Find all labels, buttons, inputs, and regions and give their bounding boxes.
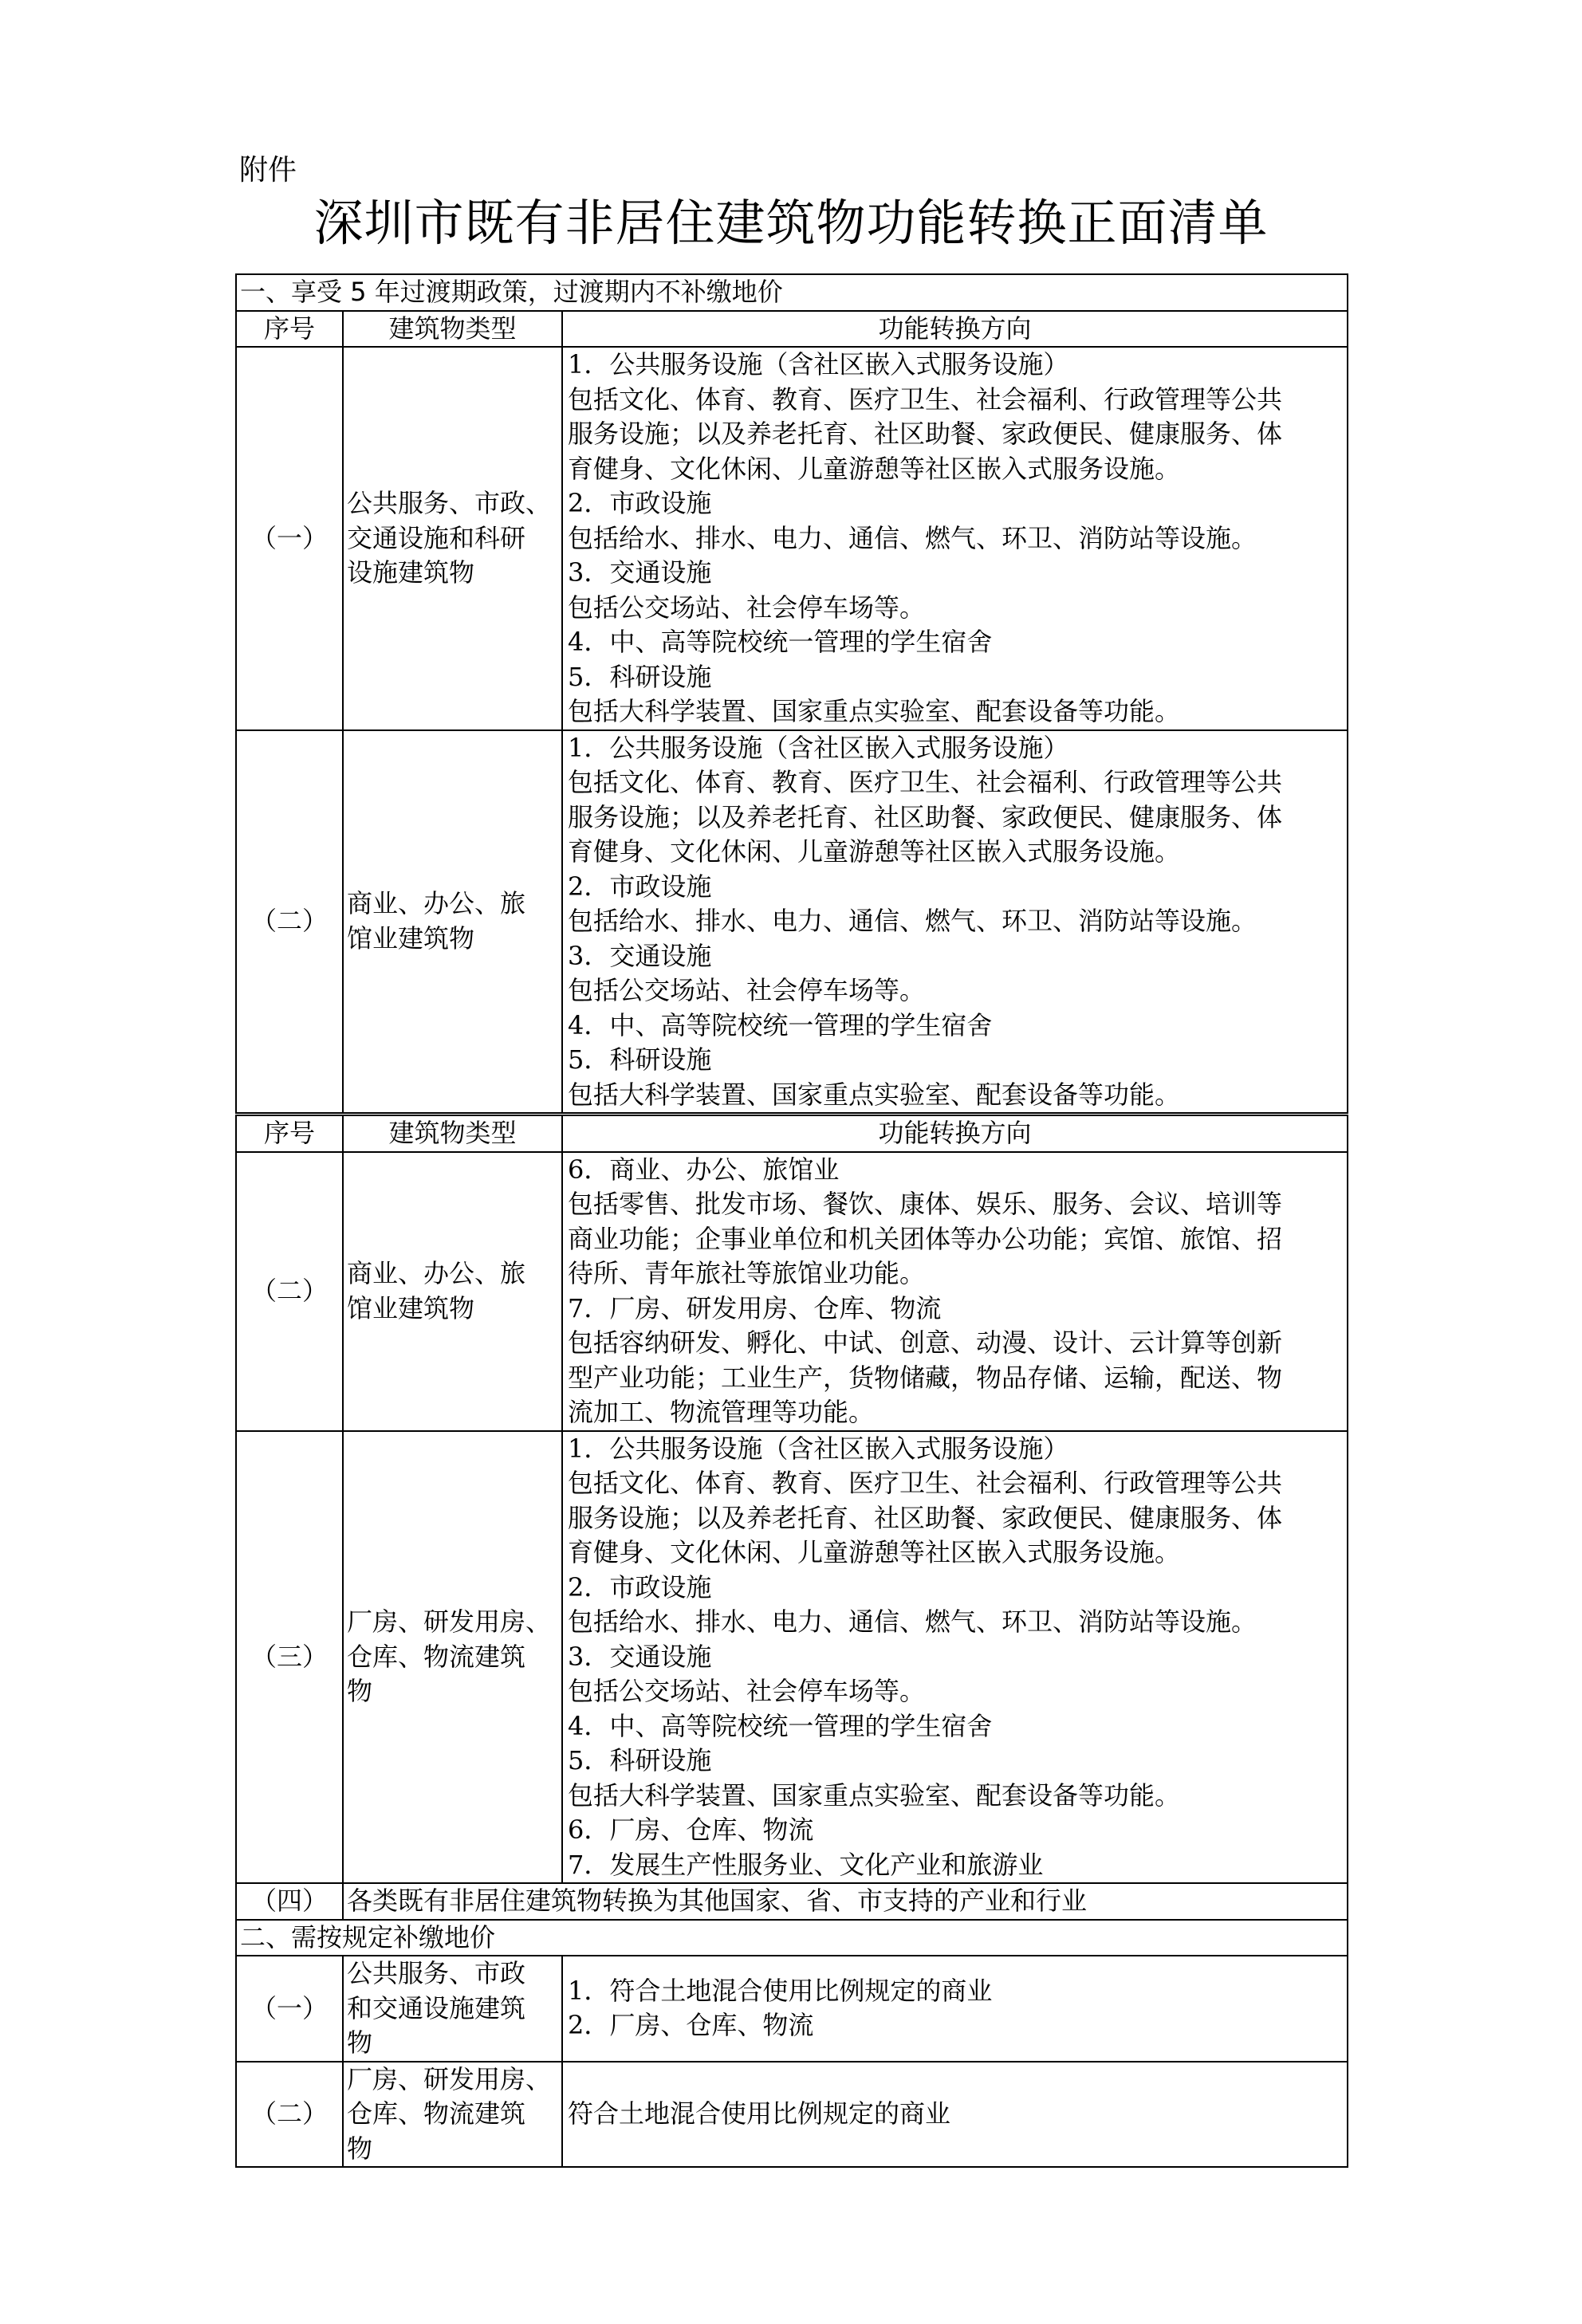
function-line: 1．公共服务设施（含社区嵌入式服务设施） [568,732,1069,763]
row-building-type [343,1431,562,1884]
type-line: 馆业建筑物 [347,922,475,954]
function-line: 包括公交场站、社会停车场等。 [568,1676,926,1706]
row-seq: （二） [236,2062,343,2168]
function-line: 包括大科学装置、国家重点实验室、配套设备等功能。 [568,1779,1181,1811]
positive-list-table [235,273,1348,2168]
type-line: 仓库、物流建筑 [347,1641,526,1672]
section-1-title: 一、享受 5 年过渡期政策，过渡期内不补缴地价 [236,274,1348,311]
table-row [236,1152,1348,1431]
row-function-list [562,1956,1348,2062]
function-line: 服务设施；以及养老托育、社区助餐、家政便民、健康服务、体 [568,1502,1283,1533]
type-line: 厂房、研发用房、 [347,2063,552,2094]
row-seq: （三） [236,1431,343,1884]
function-line: 6．厂房、仓库、物流 [568,1815,814,1845]
function-line: 1．公共服务设施（含社区嵌入式服务设施） [568,349,1069,379]
function-line: 型产业功能；工业生产，货物储藏，物品存储、运输，配送、物 [568,1362,1283,1393]
function-line: 7．发展生产性服务业、文化产业和旅游业 [568,1849,1044,1880]
type-line: 物 [347,2133,373,2164]
table-header-row [236,311,1348,348]
function-line: 3．交通设施 [568,557,712,588]
function-line: 2．市政设施 [568,871,712,902]
function-line: 服务设施；以及养老托育、社区助餐、家政便民、健康服务、体 [568,419,1283,449]
row-function-list [562,730,1348,1115]
function-line: 5．科研设施 [568,661,712,692]
type-line: 和交通设施建筑 [347,1992,526,2023]
attachment-label: 附件 [239,154,297,187]
type-line: 仓库、物流建筑 [347,2098,526,2129]
table-row [236,730,1348,1115]
row-building-type [343,1152,562,1431]
function-line: 包括给水、排水、电力、通信、燃气、环卫、消防站等设施。 [568,1606,1257,1637]
function-line: 包括大科学装置、国家重点实验室、配套设备等功能。 [568,1079,1181,1110]
header-function: 功能转换方向 [562,311,1348,348]
type-line: 公共服务、市政 [347,1958,526,1988]
function-line: 2．市政设施 [568,488,712,518]
header-function: 功能转换方向 [562,1115,1348,1152]
type-line: 商业、办公、旅 [347,1258,526,1288]
type-line: 交通设施和科研 [347,522,526,553]
function-line: 包括文化、体育、教育、医疗卫生、社会福利、行政管理等公共 [568,1468,1283,1498]
type-line: 设施建筑物 [347,557,475,588]
row-merged-text: 各类既有非居住建筑物转换为其他国家、省、市支持的产业和行业 [343,1883,1348,1920]
function-line: 符合土地混合使用比例规定的商业 [568,2098,951,2129]
type-line: 厂房、研发用房、 [347,1606,552,1637]
row-seq: （一） [236,347,343,730]
function-line: 包括给水、排水、电力、通信、燃气、环卫、消防站等设施。 [568,906,1257,936]
function-line: 7．厂房、研发用房、仓库、物流 [568,1292,942,1323]
function-line: 6．商业、办公、旅馆业 [568,1154,840,1185]
header-seq: 序号 [236,1115,343,1152]
function-line: 包括文化、体育、教育、医疗卫生、社会福利、行政管理等公共 [568,767,1283,797]
type-line: 公共服务、市政、 [347,488,552,518]
table-row [236,347,1348,730]
row-seq: （二） [236,730,343,1115]
header-seq: 序号 [236,311,343,348]
function-line: 包括文化、体育、教育、医疗卫生、社会福利、行政管理等公共 [568,383,1283,415]
section-2-row [236,1920,1348,1956]
type-line: 物 [347,1676,373,1706]
row-function-list [562,1152,1348,1431]
table-row [236,2062,1348,2168]
function-line: 商业功能；企事业单位和机关团体等办公功能；宾馆、旅馆、招 [568,1223,1283,1254]
function-line: 流加工、物流管理等功能。 [568,1397,875,1427]
function-line: 3．交通设施 [568,1641,712,1672]
header-type: 建筑物类型 [343,311,562,348]
function-line: 3．交通设施 [568,940,712,971]
row-building-type [343,2062,562,2168]
table-row [236,1956,1348,2062]
function-line: 包括公交场站、社会停车场等。 [568,975,926,1005]
row-function-list [562,1431,1348,1884]
function-line: 4．中、高等院校统一管理的学生宿舍 [568,1710,993,1741]
section-1-row [236,274,1348,311]
function-line: 5．科研设施 [568,1745,712,1775]
row-seq: （二） [236,1152,343,1431]
row-building-type [343,347,562,730]
row-building-type [343,1956,562,2062]
type-line: 物 [347,2027,373,2058]
function-line: 1．公共服务设施（含社区嵌入式服务设施） [568,1433,1069,1464]
function-line: 包括公交场站、社会停车场等。 [568,592,926,623]
row-function-list [562,347,1348,730]
type-line: 馆业建筑物 [347,1292,475,1323]
function-line: 2．厂房、仓库、物流 [568,2010,814,2041]
function-line: 育健身、文化休闲、儿童游憩等社区嵌入式服务设施。 [568,836,1181,867]
row-seq: （一） [236,1956,343,2062]
type-line: 商业、办公、旅 [347,888,526,919]
function-line: 包括大科学装置、国家重点实验室、配套设备等功能。 [568,696,1181,726]
row-function-list [562,2062,1348,2168]
section-2-title: 二、需按规定补缴地价 [236,1920,1348,1956]
row-seq: （四） [236,1883,343,1920]
function-line: 5．科研设施 [568,1044,712,1075]
table-row [236,1431,1348,1884]
function-line: 2．市政设施 [568,1571,712,1602]
row-building-type [343,730,562,1115]
function-line: 包括给水、排水、电力、通信、燃气、环卫、消防站等设施。 [568,522,1257,553]
function-line: 育健身、文化休闲、儿童游憩等社区嵌入式服务设施。 [568,453,1181,484]
header-type: 建筑物类型 [343,1115,562,1152]
function-line: 1．符合土地混合使用比例规定的商业 [568,1975,993,2006]
function-line: 4．中、高等院校统一管理的学生宿舍 [568,627,993,657]
function-line: 待所、青年旅社等旅馆业功能。 [568,1258,926,1288]
table-row [236,1883,1348,1920]
function-line: 育健身、文化休闲、儿童游憩等社区嵌入式服务设施。 [568,1537,1181,1567]
function-line: 包括零售、批发市场、餐饮、康体、娱乐、服务、会议、培训等 [568,1189,1283,1219]
table-header-row-repeat [236,1115,1348,1152]
function-line: 包括容纳研发、孵化、中试、创意、动漫、设计、云计算等创新 [568,1327,1283,1358]
document-title: 深圳市既有非居住建筑物功能转换正面清单 [313,194,1269,252]
function-line: 服务设施；以及养老托育、社区助餐、家政便民、健康服务、体 [568,801,1283,832]
function-line: 4．中、高等院校统一管理的学生宿舍 [568,1009,993,1040]
